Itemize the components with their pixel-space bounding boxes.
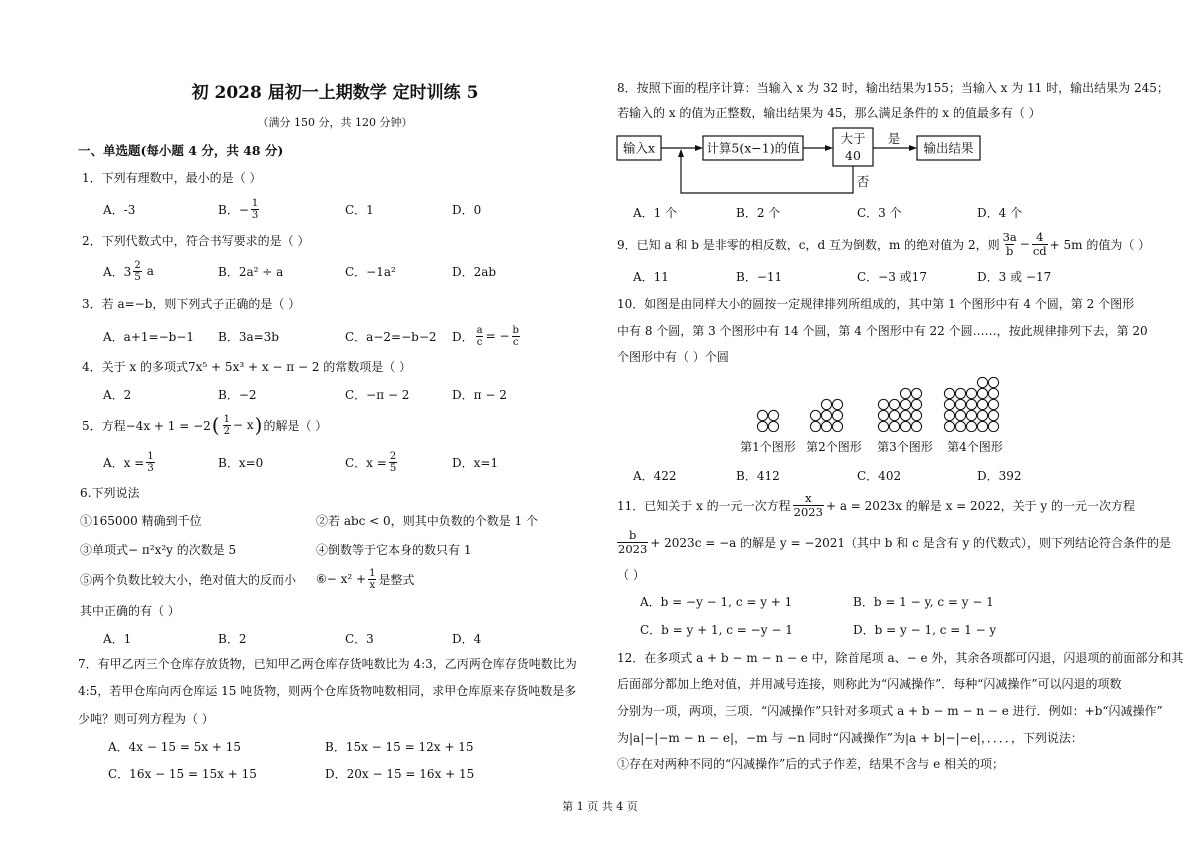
circle <box>911 388 921 398</box>
q3-option-a: A．a+1=−b−1 <box>103 329 194 344</box>
q6-statement-2: ②若 abc < 0，则其中负数的个数是 1 个 <box>316 513 538 528</box>
circle-figure-4 <box>944 377 998 431</box>
circle <box>955 388 965 398</box>
q9-option-b: B．−11 <box>736 269 783 284</box>
circle <box>821 399 831 409</box>
option-text: B．− <box>218 202 249 217</box>
figure-1-label: 第1个图形 <box>740 440 796 454</box>
input-label: 输入x <box>622 140 656 156</box>
circle <box>988 388 998 398</box>
circle <box>955 399 965 409</box>
q12-stem-line: 分别为一项，两项，三项．“闪减操作”只针对多项式 a + b − m − n − e 进行．例如：+b“闪减操作” <box>617 703 1163 718</box>
circle-figure-2 <box>810 399 842 431</box>
denominator: 5 <box>134 271 141 283</box>
q11-option-a: A．b = −y − 1, c = y + 1 <box>640 594 793 609</box>
circle-pattern-figures <box>740 365 1015 437</box>
circle <box>966 410 976 420</box>
numerator: b <box>512 324 519 336</box>
circle <box>821 421 831 431</box>
q11-stem-line <box>617 492 1135 518</box>
q6-option-c: C．3 <box>345 631 374 646</box>
stem-text: 9．已知 a 和 b 是非零的相反数，c，d 互为倒数，m 的绝对值为 2，则 <box>617 237 1000 252</box>
page-subtitle: （满分 150 分，共 120 分钟） <box>257 116 413 129</box>
q12-statement-1: ①存在对两种不同的“闪减操作”后的式子作差，结果不含与 e 相关的项； <box>617 756 1005 771</box>
circle <box>757 421 767 431</box>
q6-ask: 其中正确的有（ ） <box>80 603 180 618</box>
q6-option-a: A．1 <box>103 631 132 646</box>
fraction <box>793 492 824 519</box>
circle <box>911 421 921 431</box>
q11-option-c: C．b = y + 1, c = −y − 1 <box>640 622 793 637</box>
loop-line <box>681 156 853 193</box>
circle <box>810 421 820 431</box>
numerator: a <box>476 324 483 336</box>
q4-option-b: B．−2 <box>218 387 257 402</box>
circle <box>977 388 987 398</box>
q8-option-d: D．4 个 <box>977 205 1023 220</box>
q7-stem-line: 7．有甲乙丙三个仓库存放货物，已知甲乙两仓库存货吨数比为 4:3，乙丙两仓库存货吨数比为 <box>78 656 577 671</box>
denominator: 2023 <box>618 541 648 556</box>
circle-figure-1 <box>757 410 778 431</box>
q4-option-a: A．2 <box>103 387 132 402</box>
figure-2-label: 第2个图形 <box>806 440 862 454</box>
circle <box>889 421 899 431</box>
stem-text-mid: − x <box>232 418 254 432</box>
q2-stem: 2．下列代数式中，符合书写要求的是（ ） <box>82 233 310 248</box>
q12-stem-line: 为|a|−|−m − n − e|，−m 与 −n 同时“闪减操作”为|a + b|−|−e|，．．．．，下列说法： <box>617 730 1083 745</box>
figure-4-label: 第4个图形 <box>947 440 1003 454</box>
circle <box>878 410 888 420</box>
condition-label-top: 大于 <box>840 131 866 146</box>
no-label: 否 <box>856 174 870 189</box>
circle <box>889 399 899 409</box>
numerator: 4 <box>1036 229 1044 244</box>
numerator: 3a <box>1002 229 1017 244</box>
arrowhead <box>909 145 917 151</box>
q6-stem: 6.下列说法 <box>80 485 140 500</box>
q2-option-d: D．2ab <box>452 264 497 279</box>
q6-statement-1: ①165000 精确到千位 <box>80 513 202 528</box>
left-paren: ( <box>211 413 220 437</box>
q6-option-d: D．4 <box>452 631 482 646</box>
numerator: b <box>628 527 637 542</box>
q7-option-a: A．4x − 15 = 5x + 15 <box>108 739 242 754</box>
q3-option-c: C．a−2=−b−2 <box>345 329 437 344</box>
numerator: 1 <box>147 450 154 462</box>
q9-option-c: C．−3 或17 <box>857 269 927 284</box>
stem-text: 5．方程−4x + 1 = −2 <box>82 418 211 433</box>
q1-option-c: C．1 <box>345 202 374 217</box>
q3-option-b: B．3a=3b <box>218 329 279 344</box>
denominator: 5 <box>389 462 397 474</box>
circle <box>832 399 842 409</box>
option-text: D． <box>452 329 474 344</box>
q7-stem-line: 4:5，若甲仓库向丙仓库运 15 吨货物，则两个仓库货物吨数相同，求甲仓库原来存货吨数是多 <box>78 683 577 698</box>
fraction <box>223 414 231 437</box>
q11-option-b: B．b = 1 − y, c = y − 1 <box>853 594 994 609</box>
q1-stem: 1．下列有理数中，最小的是（ ） <box>82 170 262 185</box>
q8-stem-line: 8．按照下面的程序计算：当输入 x 为 32 时，输出结果为155；当输入 x 为 11 时，输出结果为 245； <box>617 80 1169 95</box>
circle <box>944 410 954 420</box>
circle <box>977 399 987 409</box>
option-text: C．x = <box>345 455 387 470</box>
arrowhead <box>678 149 684 157</box>
option-text-tail: a <box>146 264 154 278</box>
q8-option-a: A．1 个 <box>633 205 678 220</box>
q9-option-a: A．11 <box>633 269 669 284</box>
q10-option-a: A．422 <box>633 468 677 483</box>
circle <box>988 399 998 409</box>
denominator: 2 <box>223 425 230 437</box>
q3-stem: 3．若 a=−b，则下列式子正确的是（ ） <box>82 296 301 311</box>
q12-stem-line: 12．在多项式 a + b − m − n − e 中，除首尾项 a、− e 外，其余各项都可闪退，闪退项的前面部分和其 <box>617 650 1184 665</box>
circle <box>966 388 976 398</box>
circle <box>977 377 987 387</box>
stem-text-tail: + 2023c = −a 的解是 y = −2021（其中 b 和 c 是含有 y 的代数式），则下列结论符合条件的是 <box>650 535 1172 550</box>
q6-option-b: B．2 <box>218 631 247 646</box>
circle <box>911 410 921 420</box>
q10-stem-line: 个图形中有（ ）个圆 <box>617 349 729 364</box>
page-footer: 第 1 页 共 4 页 <box>562 800 638 813</box>
q11-stem-line: （ ） <box>617 567 645 582</box>
denominator: 2023 <box>793 504 823 519</box>
circle <box>810 410 820 420</box>
q8-option-b: B．2 个 <box>736 205 781 220</box>
circle <box>944 388 954 398</box>
fraction <box>146 451 154 474</box>
circle <box>988 421 998 431</box>
circle <box>944 399 954 409</box>
q5-option-b: B．x=0 <box>218 455 264 470</box>
fraction <box>512 325 520 348</box>
circle <box>955 410 965 420</box>
denominator: x <box>369 579 376 591</box>
fraction <box>1032 231 1048 258</box>
program-flowchart <box>600 120 1000 202</box>
q6-statement-4: ④倒数等于它本身的数只有 1 <box>316 542 472 557</box>
q8-option-c: C．3 个 <box>857 205 902 220</box>
circle <box>966 421 976 431</box>
denominator: c <box>512 336 519 348</box>
fraction <box>617 529 648 556</box>
circle-figure-3 <box>878 388 921 431</box>
circle <box>768 421 778 431</box>
numerator: 2 <box>134 259 141 271</box>
q6-statement-5: ⑤两个负数比较大小，绝对值大的反而小 <box>80 572 297 587</box>
q4-option-d: D．π − 2 <box>452 387 507 402</box>
fraction <box>476 325 484 348</box>
denominator: b <box>1006 243 1014 258</box>
stem-text-tail: + a = 2023x 的解是 x = 2022，关于 y 的一元一次方程 <box>825 498 1135 513</box>
q2-option-b: B．2a² ÷ a <box>218 264 284 279</box>
numerator: 2 <box>389 450 397 462</box>
q7-option-d: D．20x − 15 = 16x + 15 <box>325 766 475 781</box>
q10-stem-line: 中有 8 个圆，第 3 个图形中有 14 个圆，第 4 个图形中有 22 个圆……，按此规律排列下去，第 20 <box>617 323 1148 338</box>
q2-option-a <box>103 258 154 284</box>
option-text: A．3 <box>103 264 132 279</box>
fraction <box>133 260 141 283</box>
stem-text-tail: + 5m 的值为（ ） <box>1049 237 1151 252</box>
q1-option-b <box>218 196 261 222</box>
numerator: 1 <box>223 413 230 425</box>
q4-stem: 4．关于 x 的多项式7x⁵ + 5x³ + x − π − 2 的常数项是（ ） <box>82 359 412 374</box>
q11-stem-line <box>615 529 1171 555</box>
fraction <box>251 198 259 221</box>
q10-option-d: D．392 <box>977 468 1022 483</box>
circle <box>988 410 998 420</box>
q7-option-b: B．15x − 15 = 12x + 15 <box>325 739 474 754</box>
fraction <box>1002 231 1018 258</box>
denominator: 3 <box>147 462 154 474</box>
q9-stem <box>617 231 1150 257</box>
numerator: 1 <box>369 567 376 579</box>
q3-option-d <box>452 323 522 349</box>
q2-option-c: C．−1a² <box>345 264 396 279</box>
circle <box>757 410 767 420</box>
circle <box>900 421 910 431</box>
circle <box>768 410 778 420</box>
q5-stem <box>82 412 327 438</box>
section-heading: 一、单选题(每小题 4 分，共 48 分) <box>78 143 284 158</box>
circle <box>832 410 842 420</box>
statement-text: ⑥− x² + <box>316 572 367 586</box>
q7-option-c: C．16x − 15 = 15x + 15 <box>108 766 257 781</box>
stem-text: 11．已知关于 x 的一元一次方程 <box>617 498 791 513</box>
circle <box>832 421 842 431</box>
fraction <box>368 568 376 591</box>
q5-option-c <box>345 449 399 475</box>
circle <box>955 421 965 431</box>
denominator: 3 <box>251 209 259 221</box>
option-text-mid: = − <box>485 329 510 343</box>
condition-label-bottom: 40 <box>845 148 861 163</box>
circle <box>977 421 987 431</box>
arrowhead <box>825 145 833 151</box>
numerator: x <box>805 490 812 505</box>
figure-3-label: 第3个图形 <box>877 440 933 454</box>
circle <box>900 399 910 409</box>
circle <box>944 421 954 431</box>
q1-option-d: D．0 <box>452 202 482 217</box>
right-paren: ) <box>254 413 263 437</box>
q6-statement-3: ③单项式− π²x²y 的次数是 5 <box>80 542 237 557</box>
circle <box>977 410 987 420</box>
stem-text-tail: 的解是（ ） <box>263 418 328 433</box>
yes-label: 是 <box>887 131 901 146</box>
circle <box>900 410 910 420</box>
q10-stem-line: 10．如图是由同样大小的圆按一定规律排列所组成的，其中第 1 个图形中有 4 个圆，第 2 个图形 <box>617 296 1135 311</box>
circle <box>878 421 888 431</box>
q1-option-a: A．-3 <box>103 202 136 217</box>
circle <box>988 377 998 387</box>
circle <box>878 399 888 409</box>
denominator: c <box>476 336 483 348</box>
q11-option-d: D．b = y − 1, c = 1 − y <box>853 622 997 637</box>
statement-text-tail: 是整式 <box>378 572 415 587</box>
q9-option-d: D．3 或 −17 <box>977 269 1052 284</box>
fraction <box>389 451 397 474</box>
circle <box>911 399 921 409</box>
numerator: 1 <box>251 197 259 209</box>
output-label: 输出结果 <box>923 140 974 156</box>
circle <box>966 399 976 409</box>
q10-option-b: B．412 <box>736 468 780 483</box>
arrowhead <box>695 145 703 151</box>
minus-sign: − <box>1019 237 1030 251</box>
denominator: cd <box>1032 243 1047 258</box>
q7-stem-line: 少吨？则可列方程为（ ） <box>78 711 214 726</box>
q10-option-c: C．402 <box>857 468 902 483</box>
q6-statement-6 <box>316 566 414 592</box>
page-title: 初 2028 届初一上期数学 定时训练 5 <box>191 82 479 103</box>
circle <box>900 388 910 398</box>
circle <box>821 410 831 420</box>
circle <box>889 410 899 420</box>
q5-option-d: D．x=1 <box>452 455 499 470</box>
q5-option-a <box>103 449 157 475</box>
q8-stem-line: 若输入的 x 的值为正整数，输出结果为 45，那么满足条件的 x 的值最多有（ ） <box>617 105 1041 120</box>
calc-label: 计算5(x−1)的值 <box>706 140 800 156</box>
q4-option-c: C．−π − 2 <box>345 387 410 402</box>
q12-stem-line: 后面部分都加上绝对值，并用减号连接，则称此为“闪减操作”．每种“闪减操作”可以闪退的项数 <box>617 676 1122 691</box>
option-text: A．x = <box>103 455 145 470</box>
